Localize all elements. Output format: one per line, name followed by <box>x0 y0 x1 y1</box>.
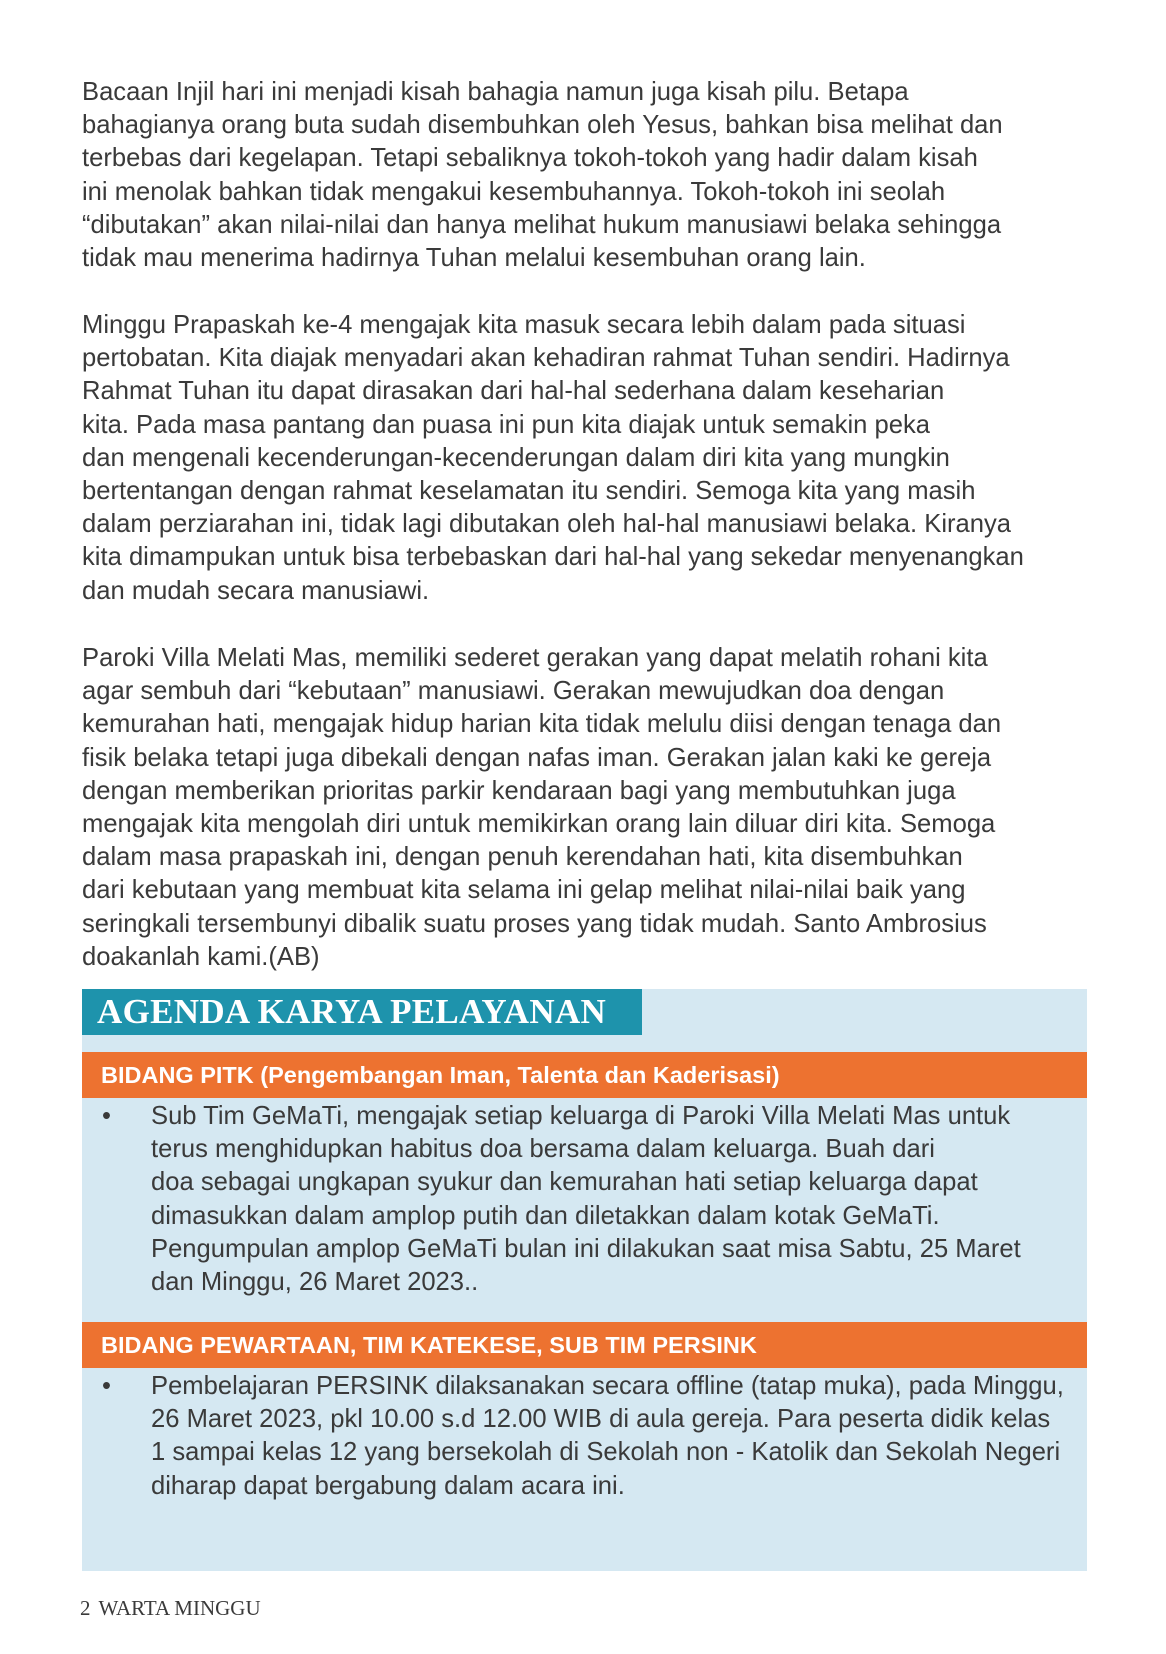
text-line: dalam masa prapaskah ini, dengan penuh kerendahan hati, kita disembuhkan <box>82 843 963 872</box>
text-line: terbebas dari kegelapan. Tetapi sebaliknya tokoh-tokoh yang hadir dalam kisah <box>82 144 978 173</box>
text-line: Rahmat Tuhan itu dapat dirasakan dari hal-hal sederhana dalam keseharian <box>82 377 945 406</box>
text-line: dan mudah secara manusiawi. <box>82 576 430 605</box>
text-line: tidak mau menerima hadirnya Tuhan melalui kesembuhan orang lain. <box>82 244 866 273</box>
agenda-item-gemati <box>82 1100 1087 1299</box>
text-line: kita dimampukan untuk bisa terbebaskan dari hal-hal yang sekedar menyenangkan <box>82 543 1024 572</box>
text-line: ini menolak bahkan tidak mengakui kesembuhannya. Tokoh-tokoh ini seolah <box>82 177 946 206</box>
text-line: Sub Tim GeMaTi, mengajak setiap keluarga di Paroki Villa Melati Mas untuk <box>151 1102 1011 1130</box>
text-line: agar sembuh dari “kebutaan” manusiawi. Gerakan mewujudkan doa dengan <box>82 677 945 706</box>
agenda-box <box>82 989 1087 1571</box>
page-footer <box>80 1596 261 1621</box>
text-line: bahagianya orang buta sudah disembuhkan oleh Yesus, bahkan bisa melihat dan <box>82 111 1003 140</box>
text-line: Bacaan Injil hari ini menjadi kisah bahagia namun juga kisah pilu. Betapa <box>82 78 909 106</box>
text-line: 1 sampai kelas 12 yang bersekolah di Sekolah non - Katolik dan Sekolah Negeri <box>151 1438 1061 1467</box>
bullet-icon: • <box>102 1102 111 1130</box>
text-line: bertentangan dengan rahmat keselamatan itu sendiri. Semoga kita yang masih <box>82 477 976 506</box>
text-line: kemurahan hati, mengajak hidup harian kita tidak melulu diisi dengan tenaga dan <box>82 710 1002 739</box>
section-heading-pitk: BIDANG PITK (Pengembangan Iman, Talenta dan Kaderisasi) <box>82 1052 1087 1098</box>
text-line: dari kebutaan yang membuat kita selama ini gelap melihat nilai-nilai baik yang <box>82 876 966 905</box>
agenda-title: AGENDA KARYA PELAYANAN <box>82 989 642 1035</box>
text-line: Pembelajaran PERSINK dilaksanakan secara offline (tatap muka), pada Minggu, <box>151 1372 1064 1400</box>
text-line: terus menghidupkan habitus doa bersama dalam keluarga. Buah dari <box>151 1135 935 1164</box>
publication-name: WARTA MINGGU <box>98 1596 261 1620</box>
text-line: Minggu Prapaskah ke-4 mengajak kita masuk secara lebih dalam pada situasi <box>82 311 966 339</box>
text-line: dengan memberikan prioritas parkir kendaraan bagi yang membutuhkan juga <box>82 776 956 805</box>
text-line: fisik belaka tetapi juga dibekali dengan nafas iman. Gerakan jalan kaki ke gereja <box>82 743 992 772</box>
text-line: seringkali tersembunyi dibalik suatu proses yang tidak mudah. Santo Ambrosius <box>82 909 987 938</box>
text-line: pertobatan. Kita diajak menyadari akan kehadiran rahmat Tuhan sendiri. Hadirnya <box>82 344 1010 373</box>
text-line: doa sebagai ungkapan syukur dan kemurahan hati setiap keluarga dapat <box>151 1168 978 1197</box>
section-heading-pewartaan: BIDANG PEWARTAAN, TIM KATEKESE, SUB TIM PERSINK <box>82 1322 1087 1368</box>
text-line: kita. Pada masa pantang dan puasa ini pun kita diajak untuk semakin peka <box>82 410 930 439</box>
text-line: dan mengenali kecenderungan-kecenderungan dalam diri kita yang mungkin <box>82 443 950 472</box>
text-line: Paroki Villa Melati Mas, memiliki sederet gerakan yang dapat melatih rohani kita <box>82 644 988 672</box>
text-line: diharap dapat bergabung dalam acara ini. <box>151 1471 625 1500</box>
article-paragraph-1 <box>82 76 1092 275</box>
text-line: “dibutakan” akan nilai-nilai dan hanya melihat hukum manusiawi belaka sehingga <box>82 210 1002 239</box>
article-paragraph-2 <box>82 309 1092 608</box>
article-paragraph-3 <box>82 642 1092 974</box>
text-line: dan Minggu, 26 Maret 2023.. <box>151 1268 479 1297</box>
text-line: Pengumpulan amplop GeMaTi bulan ini dilakukan saat misa Sabtu, 25 Maret <box>151 1234 1021 1263</box>
bullet-icon: • <box>102 1372 111 1400</box>
agenda-item-persink <box>82 1370 1087 1503</box>
text-line: mengajak kita mengolah diri untuk memikirkan orang lain diluar diri kita. Semoga <box>82 810 996 839</box>
text-line: 26 Maret 2023, pkl 10.00 s.d 12.00 WIB di aula gereja. Para peserta didik kelas <box>151 1405 1051 1434</box>
text-line: dimasukkan dalam amplop putih dan diletakkan dalam kotak GeMaTi. <box>151 1201 940 1230</box>
page-number: 2 <box>80 1596 91 1620</box>
text-line: dalam perziarahan ini, tidak lagi dibutakan oleh hal-hal manusiawi belaka. Kiranya <box>82 510 1012 539</box>
text-line: doakanlah kami.(AB) <box>82 942 320 971</box>
